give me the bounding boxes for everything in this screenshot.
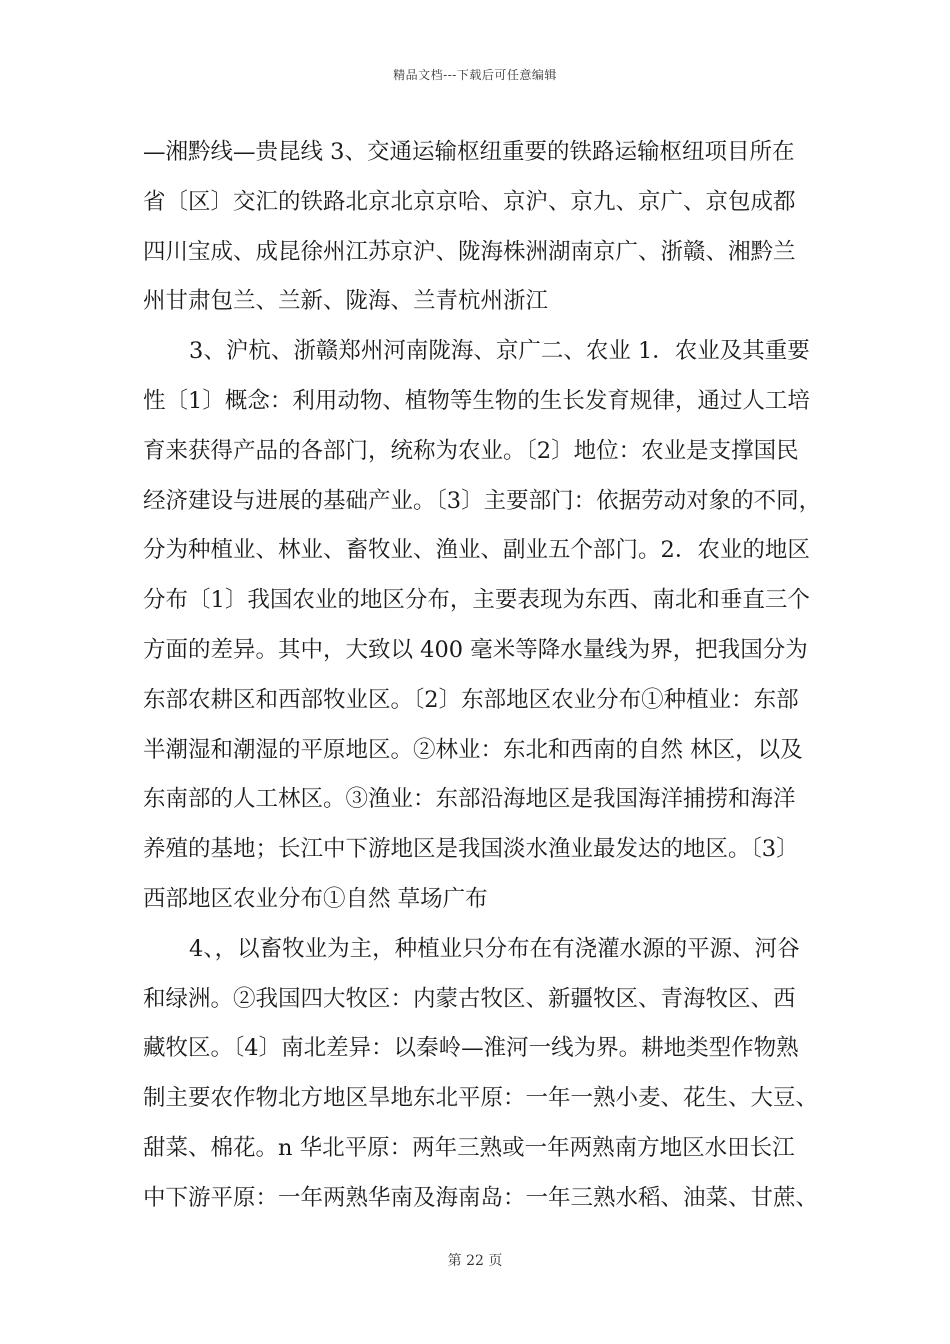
text-line: 东南部的人工林区。③渔业：东部沿海地区是我国海洋捕捞和海洋 xyxy=(143,786,796,813)
paragraph xyxy=(143,331,833,929)
text-line: 藏牧区。〔4〕南北差异：以秦岭—淮河一线为界。耕地类型作物熟 xyxy=(143,1035,799,1062)
text-line: 和绿洲。②我国四大牧区：内蒙古牧区、新疆牧区、青海牧区、西 xyxy=(143,985,796,1012)
text-line: 制主要农作物北方地区旱地东北平原：一年一熟小麦、花生、大豆、 xyxy=(143,1085,819,1112)
text-line: 分布〔1〕我国农业的地区分布，主要表现为东西、南北和垂直三个 xyxy=(143,587,810,614)
text-line: 育来获得产品的各部门，统称为农业。〔2〕地位：农业是支撑国民 xyxy=(143,437,799,464)
text-line: 4、，以畜牧业为主，种植业只分布在有浇灌水源的平源、河谷 xyxy=(189,935,800,962)
paragraph xyxy=(143,929,833,1228)
text-line: 东部农耕区和西部牧业区。〔2〕东部地区农业分布①种植业：东部 xyxy=(143,686,799,713)
text-line: 半潮湿和潮湿的平原地区。②林业：东北和西南的自然 林区，以及 xyxy=(143,736,803,763)
text-line: 性〔1〕概念：利用动物、植物等生物的生长发育规律，通过人工培 xyxy=(143,387,810,414)
page-number: 第 22 页 xyxy=(447,1253,503,1269)
text-line: 3、沪杭、浙赣郑州河南陇海、京广二、农业 1．农业及其重要 xyxy=(189,338,810,365)
text-line: 甜菜、棉花。n 华北平原：两年三熟或一年两熟南方地区水田长江 xyxy=(143,1134,795,1161)
page-header: 精品文档---下载后可任意编辑 xyxy=(393,68,557,82)
text-line: 四川宝成、成昆徐州江苏京沪、陇海株洲湖南京广、浙赣、湘黔兰 xyxy=(143,238,796,265)
text-line: 州甘肃包兰、兰新、陇海、兰青杭州浙江 xyxy=(143,288,549,315)
text-line: 中下游平原：一年两熟华南及海南岛：一年三熟水稻、油菜、甘蔗、 xyxy=(143,1184,819,1211)
text-line: 方面的差异。其中，大致以 400 毫米等降水量线为界，把我国分为 xyxy=(143,636,808,663)
text-line: —湘黔线—贵昆线 3、交通运输枢纽重要的铁路运输枢纽项目所在 xyxy=(143,139,795,165)
text-line: 分为种植业、林业、畜牧业、渔业、副业五个部门。2．农业的地区 xyxy=(143,537,810,564)
text-line: 西部地区农业分布①自然 草场广布 xyxy=(143,885,488,912)
paragraph xyxy=(143,132,833,331)
text-line: 经济建设与进展的基础产业。〔3〕主要部门：依据劳动对象的不同， xyxy=(143,487,822,514)
text-line: 养殖的基地；长江中下游地区是我国淡水渔业最发达的地区。〔3〕 xyxy=(143,836,799,863)
text-line: 省〔区〕交汇的铁路北京北京京哈、京沪、京九、京广、京包成都 xyxy=(143,188,796,215)
document-body xyxy=(143,132,833,1228)
